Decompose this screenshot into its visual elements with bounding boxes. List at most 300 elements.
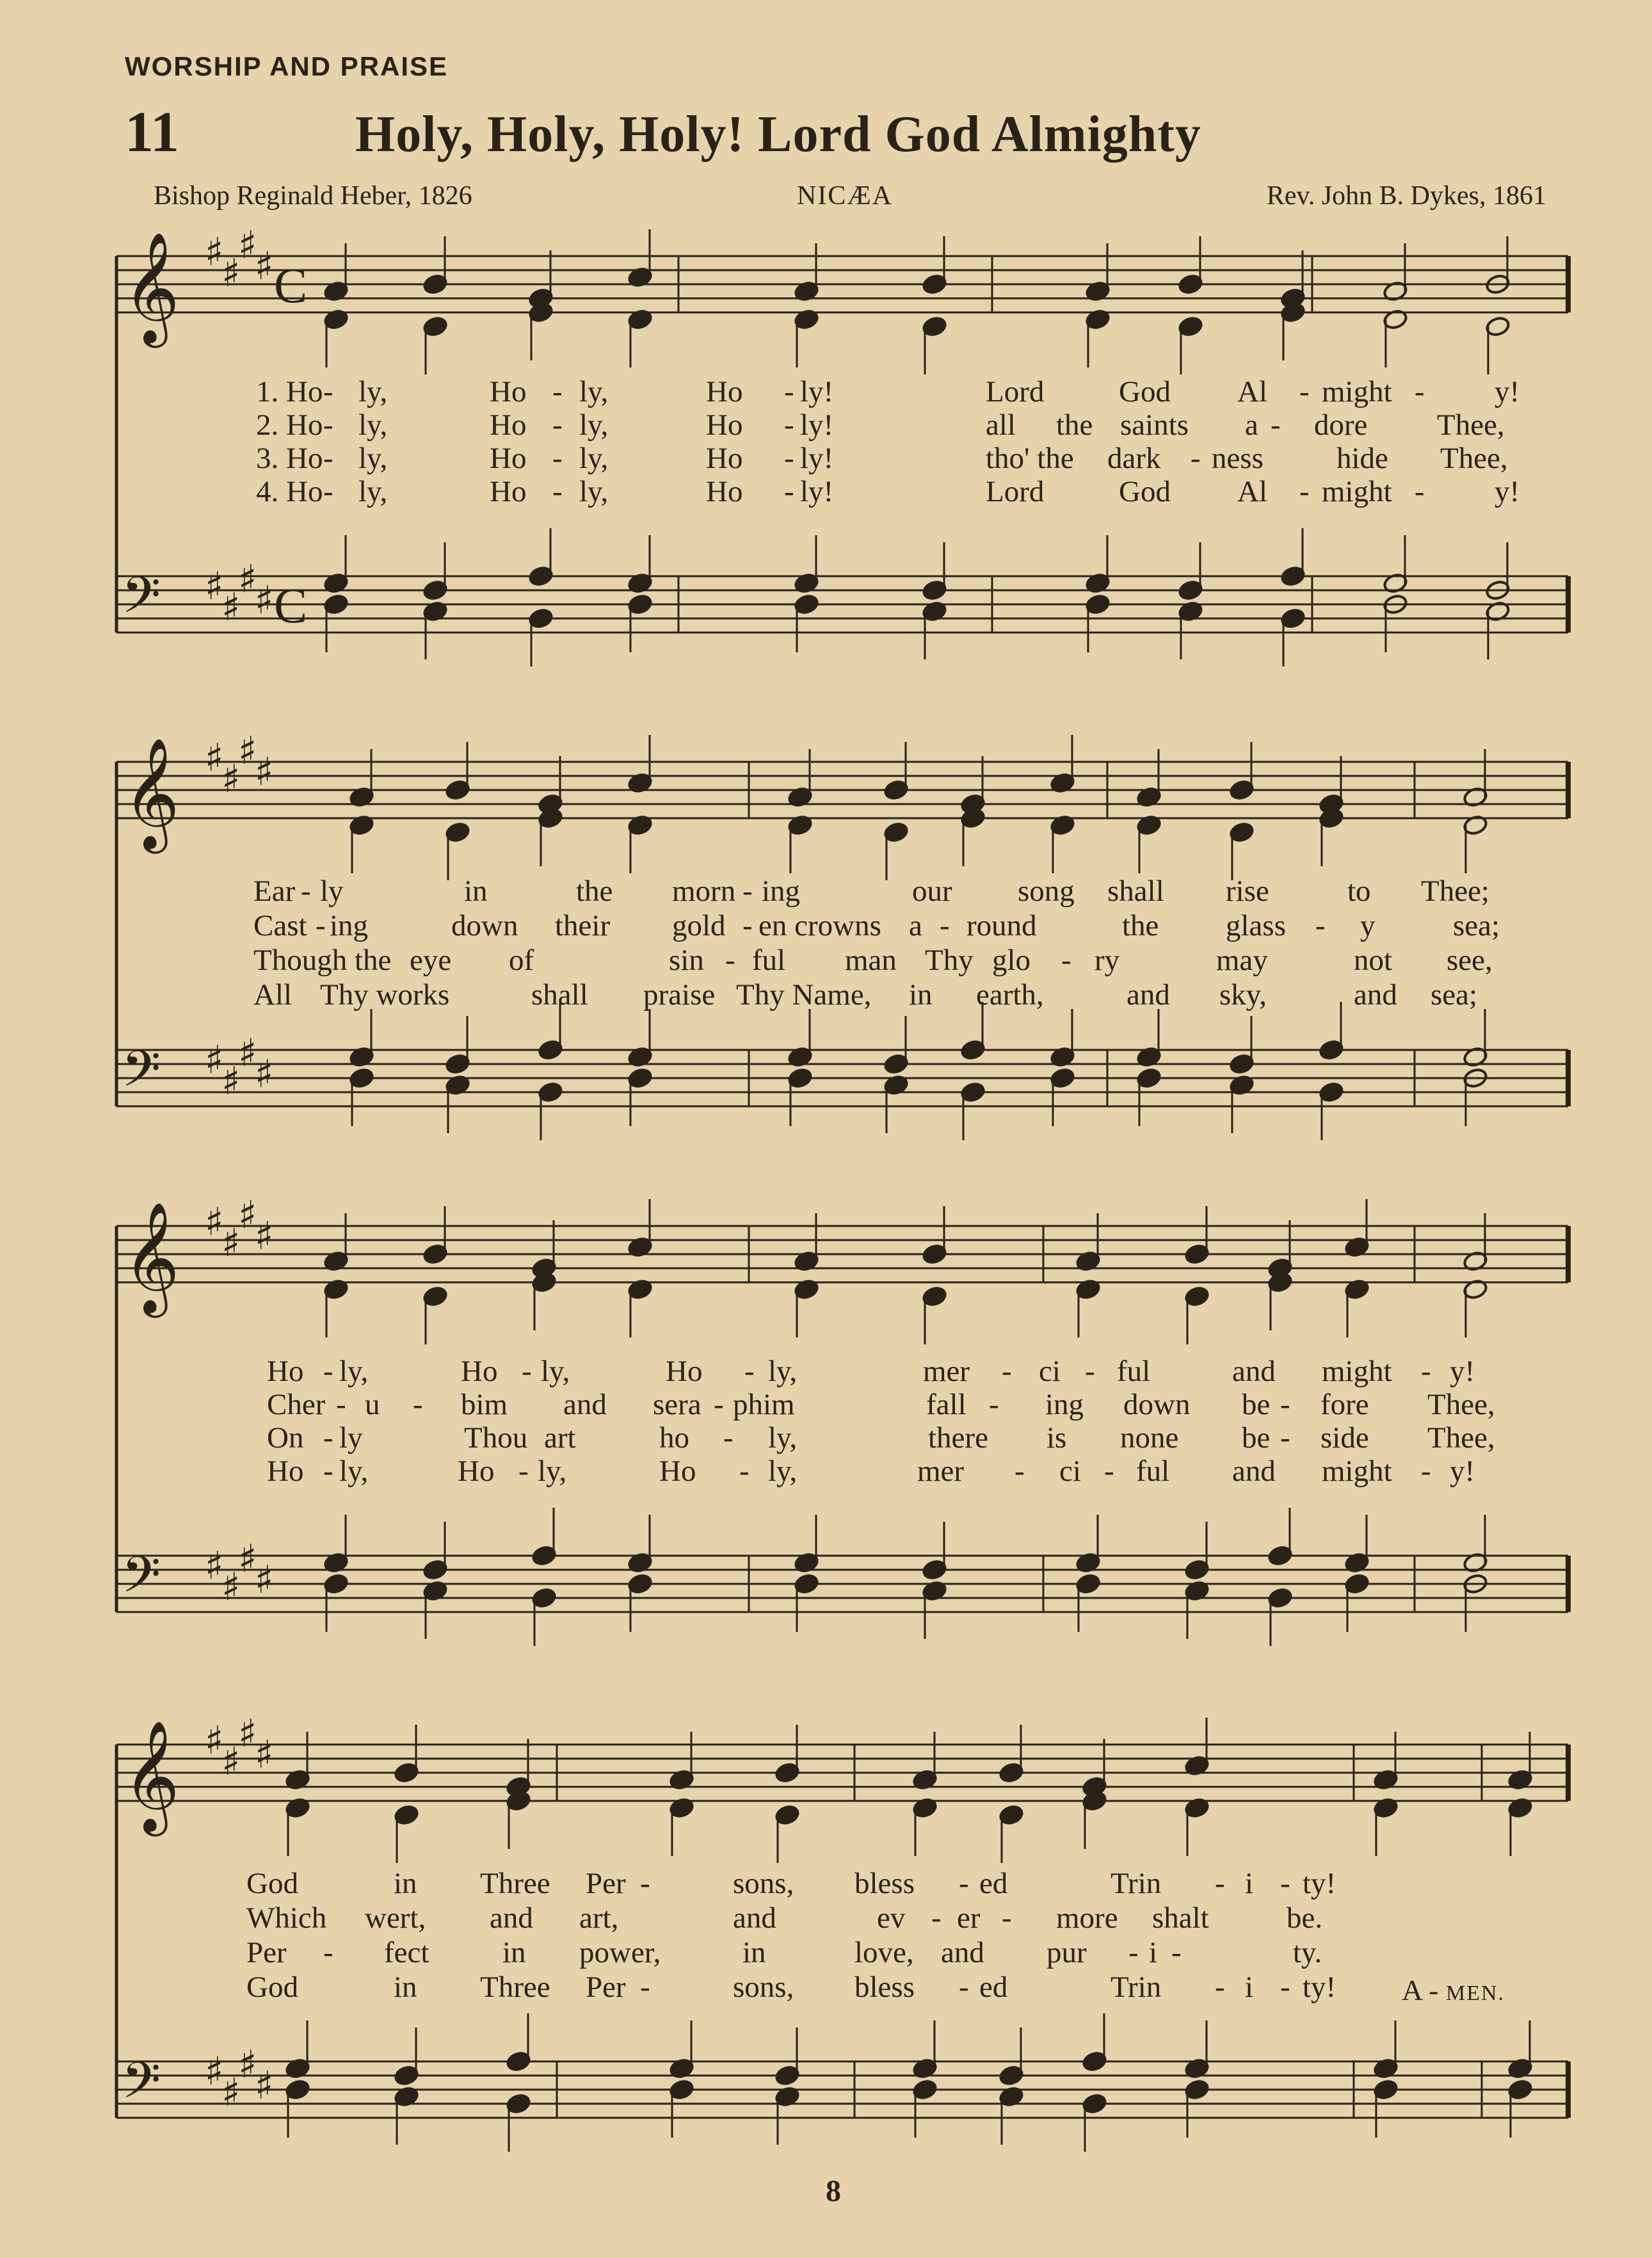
lyric-syllable: Thy [925,944,974,977]
syllable-hyphen: - [1299,375,1310,408]
treble-clef-icon: 𝄞 [123,1202,180,1313]
lyric-syllable: ly! [800,475,834,508]
svg-text:♯: ♯ [205,1038,224,1083]
lyric-syllable: ing [762,875,801,908]
lyric-syllable: Cher [267,1388,326,1421]
lyric-syllable: Al [1237,375,1267,408]
tune-name: NICÆA [797,181,894,211]
note-group [794,1515,947,1581]
lyric-syllable: wert, [365,1901,426,1935]
lyric-syllable: in [742,1936,766,1969]
syllable-hyphen: - [323,1355,333,1388]
lyric-syllable: Ho [267,1355,304,1388]
svg-text:♯: ♯ [221,1739,241,1784]
section-header: WORSHIP AND PRAISE [125,51,449,81]
lyric-syllable: sky, [1219,978,1267,1012]
svg-text:♯: ♯ [255,244,274,289]
lyric-syllable: ly, [768,1421,798,1455]
svg-text:♯: ♯ [205,1544,224,1588]
lyric-syllable: morn [672,875,736,908]
hymn-title: Holy, Holy, Holy! Lord God Almighty [355,106,1201,163]
syllable-hyphen: - [640,1971,650,2004]
lyric-syllable: Ho [706,475,743,508]
lyric-syllable: the [576,875,613,908]
lyric-syllable: eye [410,944,452,977]
hymn-number: 11 [125,101,180,164]
lyric-syllable: ful [752,944,786,977]
note-group [1507,1732,1533,1791]
syllable-hyphen: - [323,475,333,508]
lyric-syllable: u [365,1388,380,1421]
lyric-syllable: i [1245,1971,1254,2004]
lyric-syllable: a [1245,408,1258,442]
note-group [794,309,947,375]
syllable-hyphen: - [1215,1971,1225,2004]
lyric-syllable: art [544,1421,576,1455]
staff-notation [109,1687,1575,2161]
syllable-hyphen: - [714,1388,724,1421]
syllable-hyphen: - [931,1901,942,1935]
bass-clef-icon: 𝄢 [122,1546,161,1617]
svg-text:♯: ♯ [238,2042,257,2087]
svg-text:♯: ♯ [238,1711,257,1756]
lyric-syllable: bim [461,1388,508,1421]
note-group [794,1573,947,1639]
common-time-icon: C [274,257,308,313]
lyric-syllable: ly! [800,375,834,408]
note-group [1507,2020,1533,2079]
lyric-syllable: our [912,875,952,908]
syllable-hyphen: - [1061,944,1071,977]
lyric-syllable: and [1232,1455,1276,1488]
syllable-hyphen: - [1280,1971,1290,2004]
lyric-syllable: mer [917,1455,965,1488]
syllable-hyphen: - [1415,475,1425,508]
amen-text: A - MEN. [1402,1974,1505,2006]
lyric-syllable: ly! [800,442,834,475]
lyric-syllable: round [966,909,1037,942]
lyric-syllable: ed [979,1867,1008,1900]
svg-text:♯: ♯ [255,750,274,794]
lyric-syllable: be [1242,1421,1271,1455]
syllable-hyphen: - [784,375,794,408]
lyric-syllable: Ho [659,1455,696,1488]
bass-staff [116,1031,1568,1111]
lyric-syllable: art, [579,1901,619,1935]
syllable-hyphen: - [640,1867,650,1900]
lyric-syllable: Lord [986,475,1045,508]
syllable-hyphen: - [989,1388,999,1421]
svg-text:♯: ♯ [205,1718,224,1763]
lyric-syllable: ing [330,909,369,942]
lyric-syllable: Ho [490,475,527,508]
syllable-hyphen: - [1085,1355,1095,1388]
syllable-hyphen: - [1215,1867,1225,1900]
lyric-syllable: sea; [1431,978,1478,1012]
lyric-syllable: glass [1226,909,1286,942]
lyric-syllable: sera [653,1388,702,1421]
lyric-syllable: is [1047,1421,1067,1455]
lyric-syllable: Ho [458,1455,495,1488]
lyric-syllable: God [246,1971,298,2004]
lyric-syllable: Three [480,1971,550,2004]
lyric-syllable: Ho [267,1455,304,1488]
svg-text:♯: ♯ [255,1052,274,1097]
lyric-syllable: praise [643,978,716,1012]
lyric-syllable: All [253,978,293,1012]
note-group [1463,1067,1488,1126]
lyric-syllable: phim [733,1388,795,1421]
lyric-syllable: Cast [253,909,307,942]
note-group [1373,1797,1399,1856]
syllable-hyphen: - [723,1421,734,1455]
syllable-hyphen: - [940,909,950,942]
lyric-syllable: ly, [358,442,388,475]
text-author: Bishop Reginald Heber, 1826 [154,181,472,211]
svg-text:♯: ♯ [238,223,257,268]
note-group [1373,2079,1399,2138]
lyric-syllable: Per [586,1971,626,2004]
note-group [1463,749,1488,808]
note-group [1463,1213,1488,1272]
lyric-syllable: On [267,1421,304,1455]
lyric-syllable: Thee, [1437,408,1505,442]
lyric-syllable: i [1149,1936,1158,1969]
svg-text:♯: ♯ [238,557,257,602]
syllable-hyphen: - [1421,1355,1431,1388]
lyric-syllable: 3. Ho [256,442,323,475]
lyric-syllable: in [394,1971,417,2004]
svg-text:♯: ♯ [221,585,241,630]
lyric-syllable: ly, [768,1455,798,1488]
lyric-syllable: ful [1117,1355,1151,1388]
syllable-hyphen: - [1128,1936,1139,1969]
lyric-syllable: shalt [1152,1901,1209,1935]
lyric-syllable: sin [669,944,704,977]
music-system-1 [109,218,1575,704]
syllable-hyphen: - [301,875,311,908]
syllable-hyphen: - [744,1355,755,1388]
lyric-syllable: y [1360,909,1375,942]
syllable-hyphen: - [959,1867,969,1900]
lyric-syllable: ty! [1303,1867,1336,1900]
syllable-hyphen: - [323,442,333,475]
lyric-syllable: ly, [358,475,388,508]
note-group [669,1797,800,1863]
svg-text:♯: ♯ [255,1214,274,1259]
svg-text:♯: ♯ [238,729,257,773]
lyric-syllable: in [502,1936,526,1969]
lyric-syllable: ty! [1303,1971,1336,2004]
lyric-syllable: y! [1450,1455,1475,1488]
lyric-syllable: song [1018,875,1075,908]
svg-text:♯: ♯ [205,1200,224,1245]
syllable-hyphen: - [1271,408,1281,442]
lyric-syllable: dark [1107,442,1161,475]
lyric-syllable: y! [1450,1355,1475,1388]
lyric-syllable: might [1322,475,1392,508]
lyric-syllable: Thee, [1427,1388,1495,1421]
syllable-hyphen: - [316,909,326,942]
lyric-syllable: Which [246,1901,327,1935]
lyric-syllable: ly, [538,1455,567,1488]
syllable-hyphen: - [1421,1455,1431,1488]
lyric-syllable: ho [659,1421,689,1455]
lyric-syllable: hide [1336,442,1388,475]
lyric-syllable: power, [579,1936,661,1969]
note-group [1373,1732,1399,1791]
bass-clef-icon: 𝄢 [122,567,161,637]
svg-text:♯: ♯ [221,757,241,802]
lyric-syllable: not [1354,944,1393,977]
syllable-hyphen: - [518,1455,529,1488]
lyric-syllable: a [909,909,922,942]
syllable-hyphen: - [552,375,563,408]
treble-clef-icon: 𝄞 [123,232,180,343]
lyric-syllable: ing [1045,1388,1084,1421]
note-group [1463,1009,1488,1068]
lyric-syllable: all [986,408,1016,442]
lyric-syllable: bless [854,1867,915,1900]
note-group [1373,2020,1399,2079]
bass-clef-icon: 𝄢 [122,1040,161,1111]
syllable-hyphen: - [725,944,735,977]
svg-text:♯: ♯ [255,2063,274,2108]
lyric-syllable: bless [854,1971,915,2004]
svg-text:♯: ♯ [205,564,224,609]
svg-text:♯: ♯ [238,1031,257,1076]
lyric-syllable: saints [1120,408,1189,442]
music-composer: Rev. John B. Dykes, 1861 [1266,181,1546,211]
note-group [1383,593,1511,659]
svg-text:♯: ♯ [221,2070,241,2115]
lyric-syllable: Thy works [320,978,450,1012]
lyric-syllable: Per [586,1867,626,1900]
lyric-syllable: might [1322,375,1392,408]
lyric-syllable: ly, [339,1355,369,1388]
syllable-hyphen: - [323,408,333,442]
lyric-syllable: ly, [579,475,609,508]
syllable-hyphen: - [323,1455,333,1488]
note-group [669,2079,800,2145]
svg-text:♯: ♯ [205,2049,224,2094]
lyric-syllable: Lord [986,375,1045,408]
lyric-syllable: Ho [706,442,743,475]
treble-clef-icon: 𝄞 [123,738,180,849]
lyric-syllable: Trin [1111,1867,1162,1900]
lyric-syllable: might [1322,1355,1392,1388]
lyric-syllable: ci [1059,1455,1081,1488]
note-group [1463,1278,1488,1337]
note-group [1507,1797,1533,1856]
lyric-syllable: glo [992,944,1031,977]
note-group [794,535,947,601]
svg-text:♯: ♯ [205,736,224,780]
lyric-syllable: Al [1237,475,1267,508]
lyric-syllable: of [509,944,534,977]
syllable-hyphen: - [784,475,794,508]
lyric-syllable: and [1354,978,1397,1012]
lyric-syllable: 1. Ho [256,375,323,408]
lyric-syllable: ness [1212,442,1263,475]
lyric-syllable: tho' the [986,442,1074,475]
lyric-syllable: the [1122,909,1159,942]
lyric-syllable: Thee, [1427,1421,1495,1455]
syllable-hyphen: - [742,875,753,908]
lyric-syllable: be [1242,1388,1271,1421]
lyric-syllable: Per [246,1936,287,1969]
lyric-syllable: side [1320,1421,1369,1455]
lyric-syllable: ly, [579,408,609,442]
music-system-2 [109,727,1575,1162]
lyric-syllable: Thou [464,1421,528,1455]
lyric-syllable: ly, [339,1455,369,1488]
lyric-syllable: ly [339,1421,363,1455]
lyric-syllable: God [1119,375,1171,408]
bass-clef-icon: 𝄢 [122,2052,161,2122]
common-time-icon: C [274,577,308,633]
note-group [1463,1515,1488,1574]
lyric-syllable: y! [1495,375,1520,408]
lyric-syllable: Ho [490,375,527,408]
note-group [1463,1573,1488,1632]
syllable-hyphen: - [323,1936,333,1969]
syllable-hyphen: - [1280,1867,1290,1900]
treble-staff [116,729,1568,854]
lyric-syllable: Ho [706,408,743,442]
lyric-syllable: and [563,1388,607,1421]
music-system-4 [109,1687,1575,2161]
treble-staff [116,1711,1568,1837]
lyric-syllable: love, [854,1936,914,1969]
lyric-syllable: ci [1039,1355,1061,1388]
lyric-syllable: sea; [1453,909,1500,942]
treble-clef-icon: 𝄞 [123,1720,180,1832]
lyric-syllable: Ho [461,1355,498,1388]
note-group [1383,535,1511,601]
lyric-syllable: shall [1107,875,1164,908]
syllable-hyphen: - [784,408,794,442]
lyric-syllable: in [909,978,933,1012]
lyric-syllable: the [1056,408,1093,442]
note-group [1463,814,1488,873]
syllable-hyphen: - [323,375,333,408]
lyric-syllable: to [1347,875,1371,908]
svg-text:♯: ♯ [255,578,274,623]
lyric-syllable: man [845,944,897,977]
syllable-hyphen: - [323,1421,333,1455]
lyric-syllable: see, [1447,944,1493,977]
syllable-hyphen: - [1002,1355,1012,1388]
lyric-syllable: Ho [490,408,527,442]
lyric-syllable: may [1216,944,1268,977]
lyric-syllable: there [928,1421,988,1455]
note-group [1507,2079,1533,2138]
lyric-syllable: Three [480,1867,550,1900]
lyric-syllable: ry [1095,944,1120,977]
syllable-hyphen: - [1280,1421,1290,1455]
lyric-syllable: fall [926,1388,966,1421]
lyric-syllable: fore [1320,1388,1369,1421]
syllable-hyphen: - [1171,1936,1182,1969]
lyric-syllable: 4. Ho [256,475,323,508]
svg-text:♯: ♯ [221,1565,241,1609]
lyric-syllable: 2. Ho [256,408,323,442]
lyric-syllable: ly [320,875,344,908]
svg-text:♯: ♯ [221,251,241,296]
lyric-syllable: shall [531,978,588,1012]
lyric-syllable: God [1119,475,1171,508]
syllable-hyphen: - [784,442,794,475]
lyric-syllable: in [464,875,488,908]
lyric-syllable: ful [1136,1455,1170,1488]
lyric-syllable: down [1123,1388,1191,1421]
lyric-syllable: and [941,1936,984,1969]
lyric-syllable: ly, [768,1355,798,1388]
lyric-syllable: Ho [490,442,527,475]
lyric-syllable: Ho [706,375,743,408]
lyric-syllable: and [733,1901,776,1935]
lyric-syllable: earth, [976,978,1044,1012]
lyric-syllable: er [957,1901,981,1935]
lyric-syllable: sons, [733,1971,794,2004]
lyric-syllable: ly, [579,375,609,408]
lyric-syllable: might [1322,1455,1392,1488]
lyric-syllable: ev [877,1901,906,1935]
note-group [669,2020,800,2086]
syllable-hyphen: - [552,442,563,475]
syllable-hyphen: - [1002,1901,1012,1935]
lyric-syllable: Thee; [1421,875,1489,908]
bass-staff [116,2042,1568,2122]
lyric-syllable: y! [1495,475,1520,508]
note-group [1383,309,1511,375]
syllable-hyphen: - [959,1971,969,2004]
syllable-hyphen: - [552,475,563,508]
lyric-syllable: ly, [358,408,388,442]
lyric-syllable: ed [979,1971,1008,2004]
syllable-hyphen: - [1280,1388,1290,1421]
svg-text:♯: ♯ [221,1059,241,1104]
lyric-syllable: sons, [733,1867,794,1900]
music-system-3 [109,1181,1575,1668]
lyric-syllable: ty. [1293,1936,1322,1969]
lyric-syllable: rise [1226,875,1269,908]
lyric-syllable: dore [1314,408,1368,442]
lyric-syllable: and [1232,1355,1276,1388]
page-number: 8 [826,2174,841,2208]
lyric-syllable: God [246,1867,298,1900]
lyric-syllable: be. [1287,1901,1323,1935]
lyric-syllable: Though the [253,944,392,977]
lyric-syllable: Ho [666,1355,703,1388]
syllable-hyphen: - [552,408,563,442]
lyric-syllable: gold [672,909,726,942]
lyric-syllable: Trin [1111,1971,1162,2004]
note-group [794,593,947,659]
syllable-hyphen: - [413,1388,423,1421]
lyric-syllable: pur [1047,1936,1087,1969]
svg-text:♯: ♯ [238,1536,257,1581]
svg-text:♯: ♯ [221,1221,241,1266]
lyric-syllable: ly, [358,375,388,408]
amen [1402,1973,1575,2011]
lyric-syllable: and [1127,978,1170,1012]
syllable-hyphen: - [739,1455,750,1488]
syllable-hyphen: - [1299,475,1310,508]
lyric-syllable: ly! [800,408,834,442]
syllable-hyphen: - [1315,909,1326,942]
